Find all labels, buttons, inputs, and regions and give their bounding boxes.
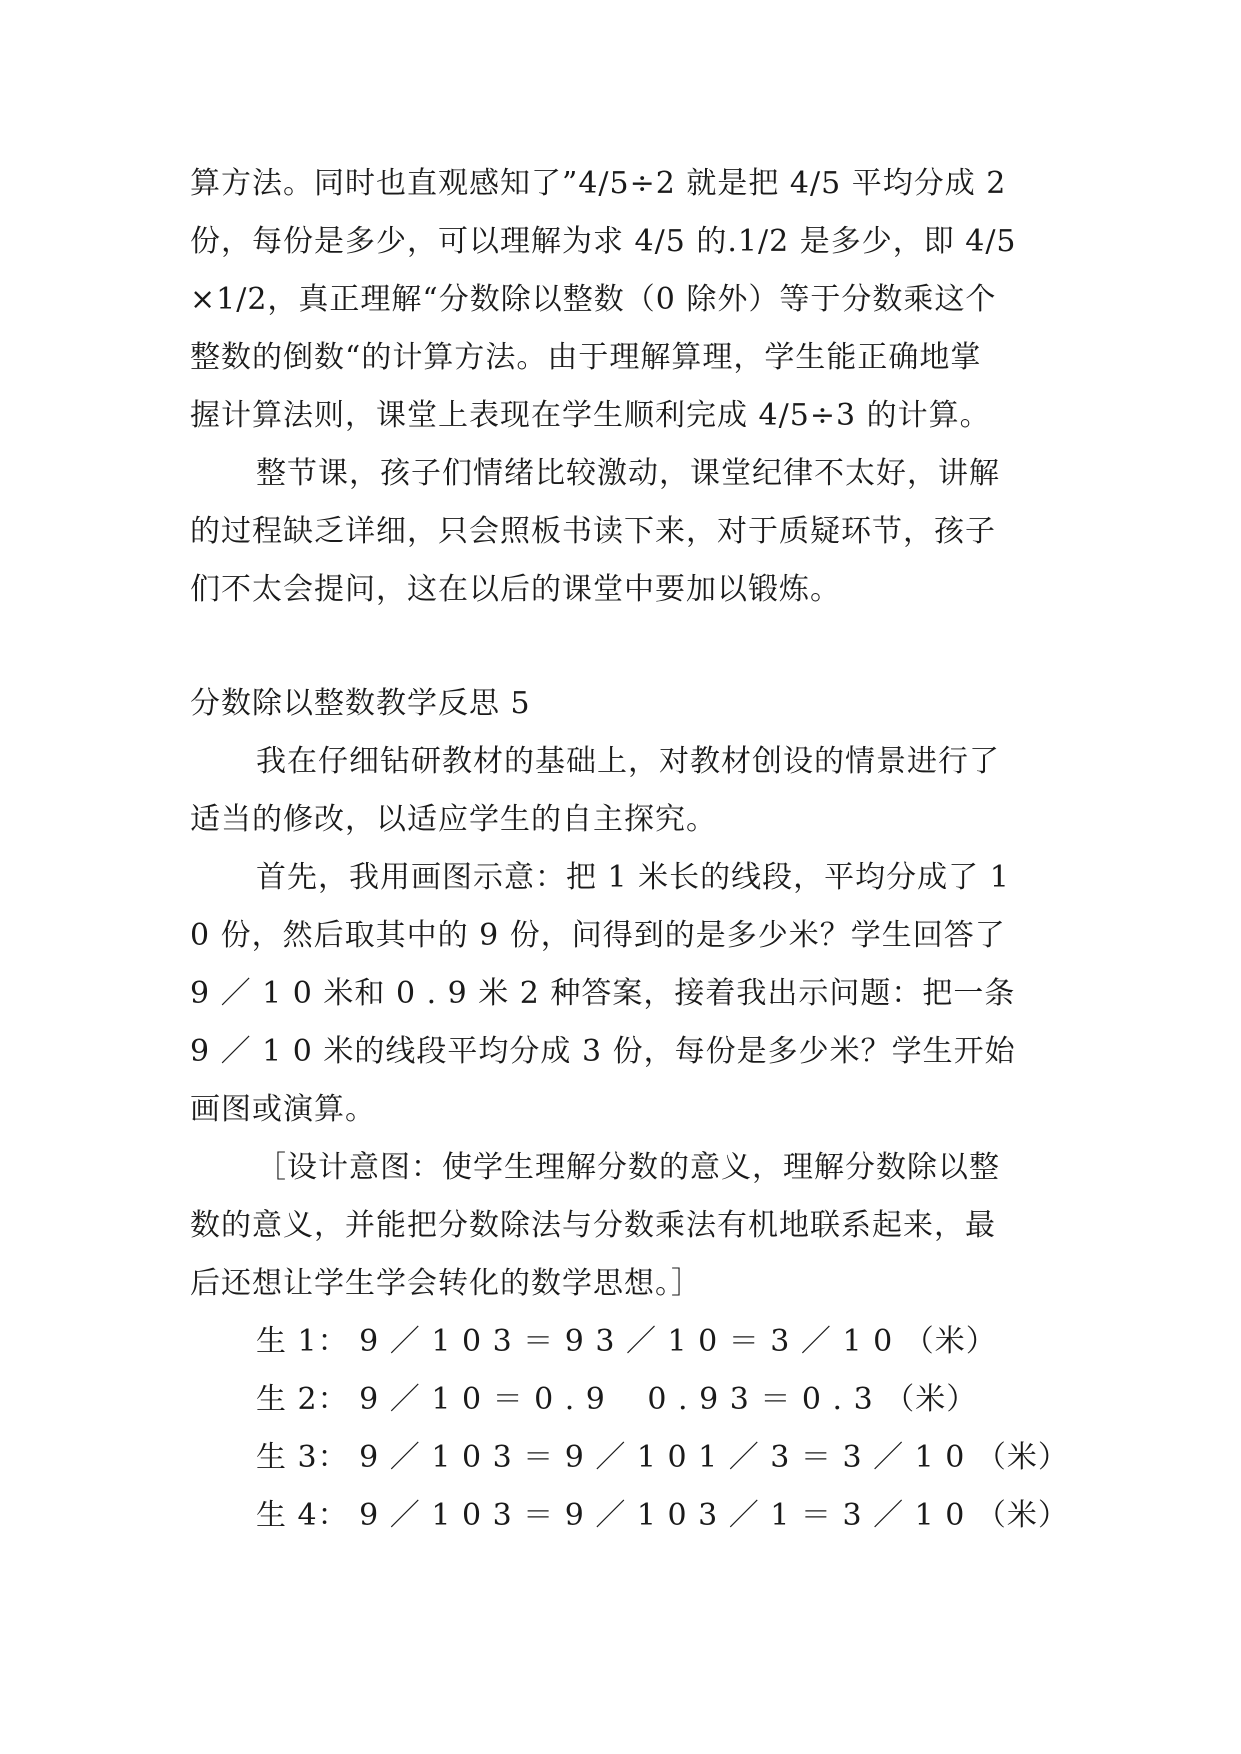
paragraph-line: 握计算法则，课堂上表现在学生顺利完成 4/5÷3 的计算。 [190,398,991,433]
paragraph-line: 整数的倒数“的计算方法。由于理解算理，学生能正确地掌 [190,340,982,375]
paragraph-line: 们不太会提问，这在以后的课堂中要加以锻炼。 [190,572,841,607]
answer-line: 生 1： 9 ／ 1 0 3 ＝ 9 3 ／ 1 0 ＝ 3 ／ 1 0 （米） [256,1324,997,1359]
paragraph-line: 数的意义，并能把分数除法与分数乘法有机地联系起来，最 [190,1208,996,1243]
paragraph-line: 9 ／ 1 0 米的线段平均分成 3 份，每份是多少米？学生开始 [190,1034,1016,1069]
paragraph-line: ［设计意图：使学生理解分数的意义，理解分数除以整 [256,1150,1000,1185]
paragraph-line: ×1/2，真正理解“分数除以整数（0 除外）等于分数乘这个 [190,282,997,317]
section-title: 分数除以整数教学反思 5 [190,686,531,721]
paragraph-line: 9 ／ 1 0 米和 0 . 9 米 2 种答案，接着我出示问题：把一条 [190,976,1016,1011]
paragraph-line: 算方法。同时也直观感知了”4/5÷2 就是把 4/5 平均分成 2 [190,166,1007,201]
paragraph-line: 适当的修改，以适应学生的自主探究。 [190,802,717,837]
answer-line: 生 2： 9 ／ 1 0 ＝ 0 . 9 0 . 9 3 ＝ 0 . 3 （米） [256,1382,978,1417]
paragraph-line: 后还想让学生学会转化的数学思想。］ [190,1266,702,1301]
paragraph-line: 我在仔细钻研教材的基础上，对教材创设的情景进行了 [256,744,1000,779]
paragraph-line: 份，每份是多少，可以理解为求 4/5 的.1/2 是多少，即 4/5 [190,224,1017,259]
paragraph-line: 画图或演算。 [190,1092,376,1127]
paragraph-line: 的过程缺乏详细，只会照板书读下来，对于质疑环节，孩子 [190,514,996,549]
answer-line: 生 3： 9 ／ 1 0 3 ＝ 9 ／ 1 0 1 ／ 3 ＝ 3 ／ 1 0 （米） [256,1440,1069,1475]
paragraph-line: 整节课，孩子们情绪比较激动，课堂纪律不太好，讲解 [256,456,1000,491]
paragraph-line: 0 份，然后取其中的 9 份，问得到的是多少米？学生回答了 [190,918,1006,953]
paragraph-line: 首先，我用画图示意：把 1 米长的线段，平均分成了 1 [256,860,1010,895]
answer-line: 生 4： 9 ／ 1 0 3 ＝ 9 ／ 1 0 3 ／ 1 ＝ 3 ／ 1 0 （米） [256,1498,1069,1533]
